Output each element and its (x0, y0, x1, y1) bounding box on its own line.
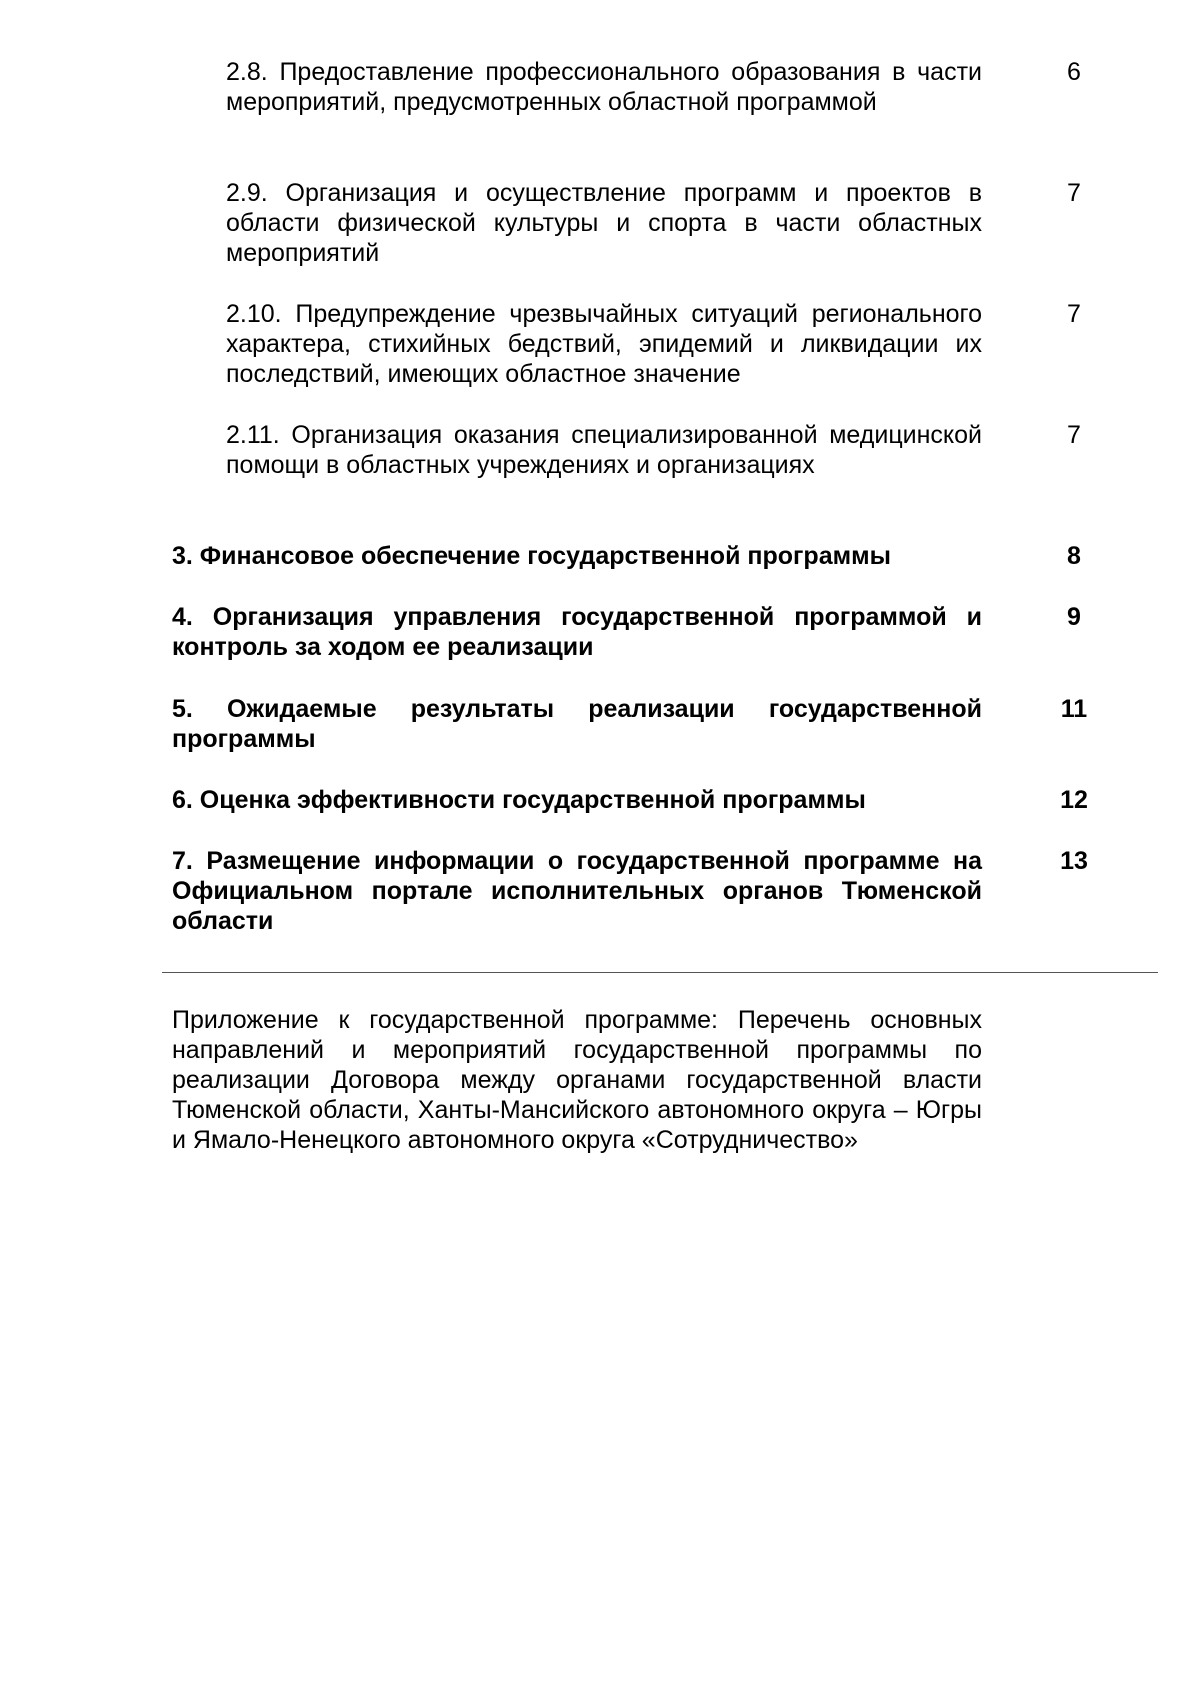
toc-entry-page-number: 12 (1060, 786, 1088, 814)
toc-entry-title: 2.9. Организация и осуществление программ и проектов в области физической культуры и спорта в части областных мероприятий (226, 179, 982, 267)
appendix-text: Приложение к государственной программе: Перечень основных направлений и мероприятий государственной программы по реализации Договора между органами государственной власти Тюменской области, Ханты-Мансийского автономного округа – Югры и Ямало-Ненецкого автономного округа «Сотрудничество» (172, 1006, 982, 1154)
toc-entry-title: 2.8. Предоставление профессионального образования в части мероприятий, предусмотренных областной программой (226, 58, 982, 116)
horizontal-divider (162, 972, 1158, 973)
toc-entry-title: 5. Ожидаемые результаты реализации государственной программы (172, 695, 982, 753)
toc-entry-title: 7. Размещение информации о государственной программе на Официальном портале исполнительных органов Тюменской области (172, 847, 982, 935)
toc-entry-page-number: 8 (1067, 542, 1081, 570)
toc-entry-page-number: 6 (1067, 58, 1081, 86)
toc-entry-page-number: 11 (1060, 695, 1088, 723)
toc-entry-page-number: 7 (1067, 421, 1081, 449)
toc-entry-page-number: 13 (1060, 847, 1088, 875)
toc-entry-title: 3. Финансовое обеспечение государственной программы (172, 542, 891, 570)
toc-entry-title: 2.10. Предупреждение чрезвычайных ситуаций регионального характера, стихийных бедствий, эпидемий и ликвидации их последствий, имеющих областное значение (226, 300, 982, 388)
toc-entry-title: 2.11. Организация оказания специализированной медицинской помощи в областных учреждениях и организациях (226, 421, 982, 479)
toc-entry-page-number: 9 (1067, 603, 1081, 631)
toc-entry-page-number: 7 (1067, 179, 1081, 207)
toc-entry-title: 4. Организация управления государственной программой и контроль за ходом ее реализации (172, 603, 982, 661)
toc-entry-page-number: 7 (1067, 300, 1081, 328)
toc-entry-title: 6. Оценка эффективности государственной программы (172, 786, 866, 814)
